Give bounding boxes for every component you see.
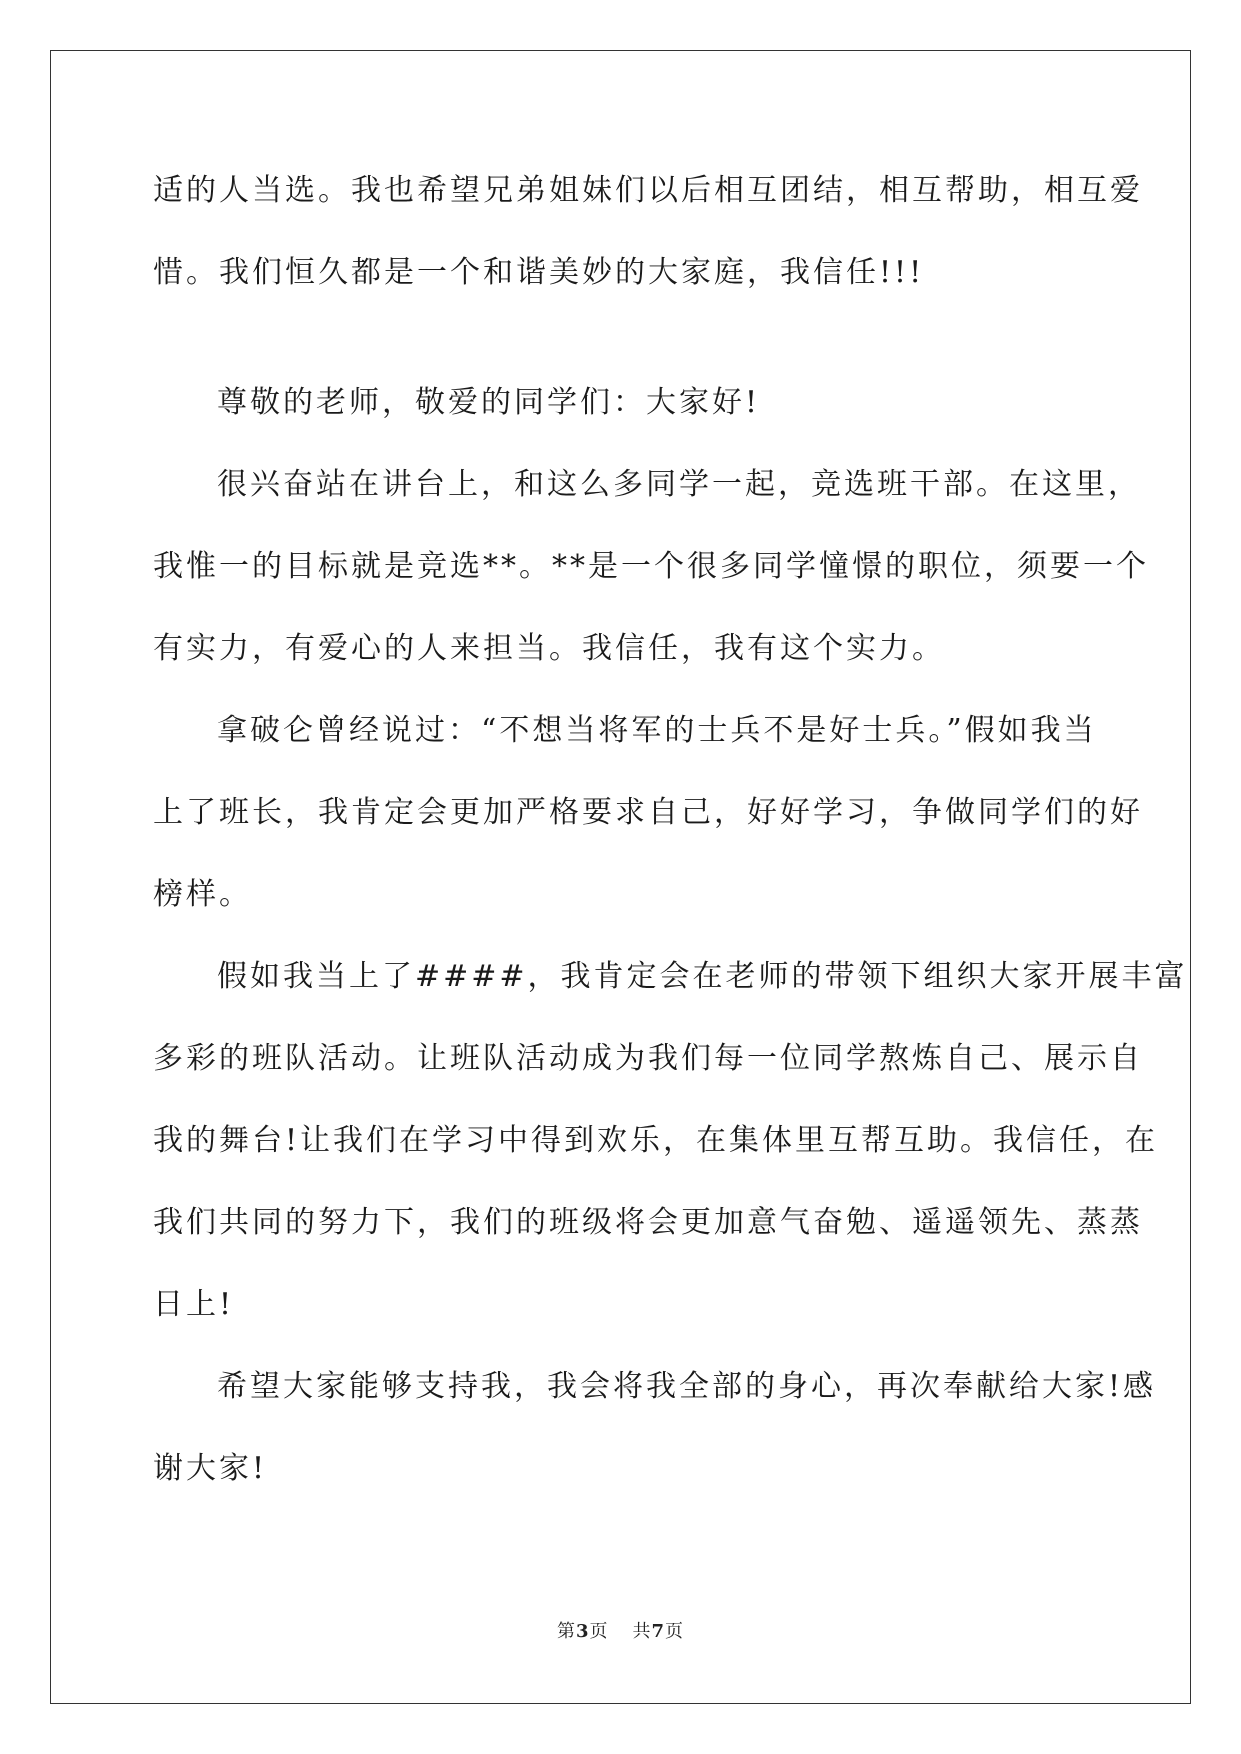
page-indicator — [557, 1621, 609, 1642]
text-line: 有实力，有爱心的人来担当。我信任，我有这个实力。 — [153, 631, 945, 666]
text-line: 我惟一的目标就是竞选**。**是一个很多同学憧憬的职位，须要一个 — [153, 549, 1149, 584]
paragraph-introduction — [153, 444, 1149, 690]
text-line: 尊敬的老师，敬爱的同学们：大家好! — [217, 385, 761, 420]
text-line: 榜样。 — [153, 877, 252, 912]
paragraph-plans — [153, 936, 1188, 1346]
text-line: 惜。我们恒久都是一个和谐美妙的大家庭，我信任!!! — [153, 255, 925, 290]
total-pages-indicator — [633, 1621, 685, 1642]
total-suffix: 页 — [665, 1621, 685, 1642]
page-footer — [0, 1617, 1241, 1643]
total-prefix: 共 — [632, 1621, 652, 1642]
page-suffix: 页 — [589, 1621, 609, 1642]
text-line: 日上! — [153, 1287, 235, 1322]
text-line: 多彩的班队活动。让班队活动成为我们每一位同学熬炼自己、展示自 — [153, 1041, 1143, 1076]
paragraph-napoleon-quote — [153, 690, 1143, 936]
page-prefix: 第 — [556, 1621, 576, 1642]
text-line: 谢大家! — [153, 1451, 268, 1486]
text-line: 适的人当选。我也希望兄弟姐妹们以后相互团结，相互帮助，相互爱 — [153, 173, 1143, 208]
text-line: 希望大家能够支持我，我会将我全部的身心，再次奉献给大家!感 — [217, 1369, 1157, 1404]
text-line: 假如我当上了####，我肯定会在老师的带领下组织大家开展丰富 — [217, 959, 1188, 994]
paragraph-greeting — [153, 362, 1090, 444]
text-line: 拿破仑曾经说过：“不想当将军的士兵不是好士兵。”假如我当 — [217, 713, 1097, 748]
text-line: 上了班长，我肯定会更加严格要求自己，好好学习，争做同学们的好 — [153, 795, 1143, 830]
text-line: 我的舞台!让我们在学习中得到欢乐，在集体里互帮互助。我信任，在 — [153, 1123, 1159, 1158]
section-gap — [153, 314, 1090, 362]
text-line: 很兴奋站在讲台上，和这么多同学一起，竞选班干部。在这里， — [217, 467, 1141, 502]
paragraph-continuation — [153, 150, 1143, 314]
document-body — [153, 150, 1188, 1510]
paragraph-closing — [153, 1346, 1157, 1510]
text-line: 我们共同的努力下，我们的班级将会更加意气奋勉、遥遥领先、蒸蒸 — [153, 1205, 1143, 1240]
page-number: 3 — [575, 1621, 590, 1642]
total-pages: 7 — [651, 1621, 666, 1642]
